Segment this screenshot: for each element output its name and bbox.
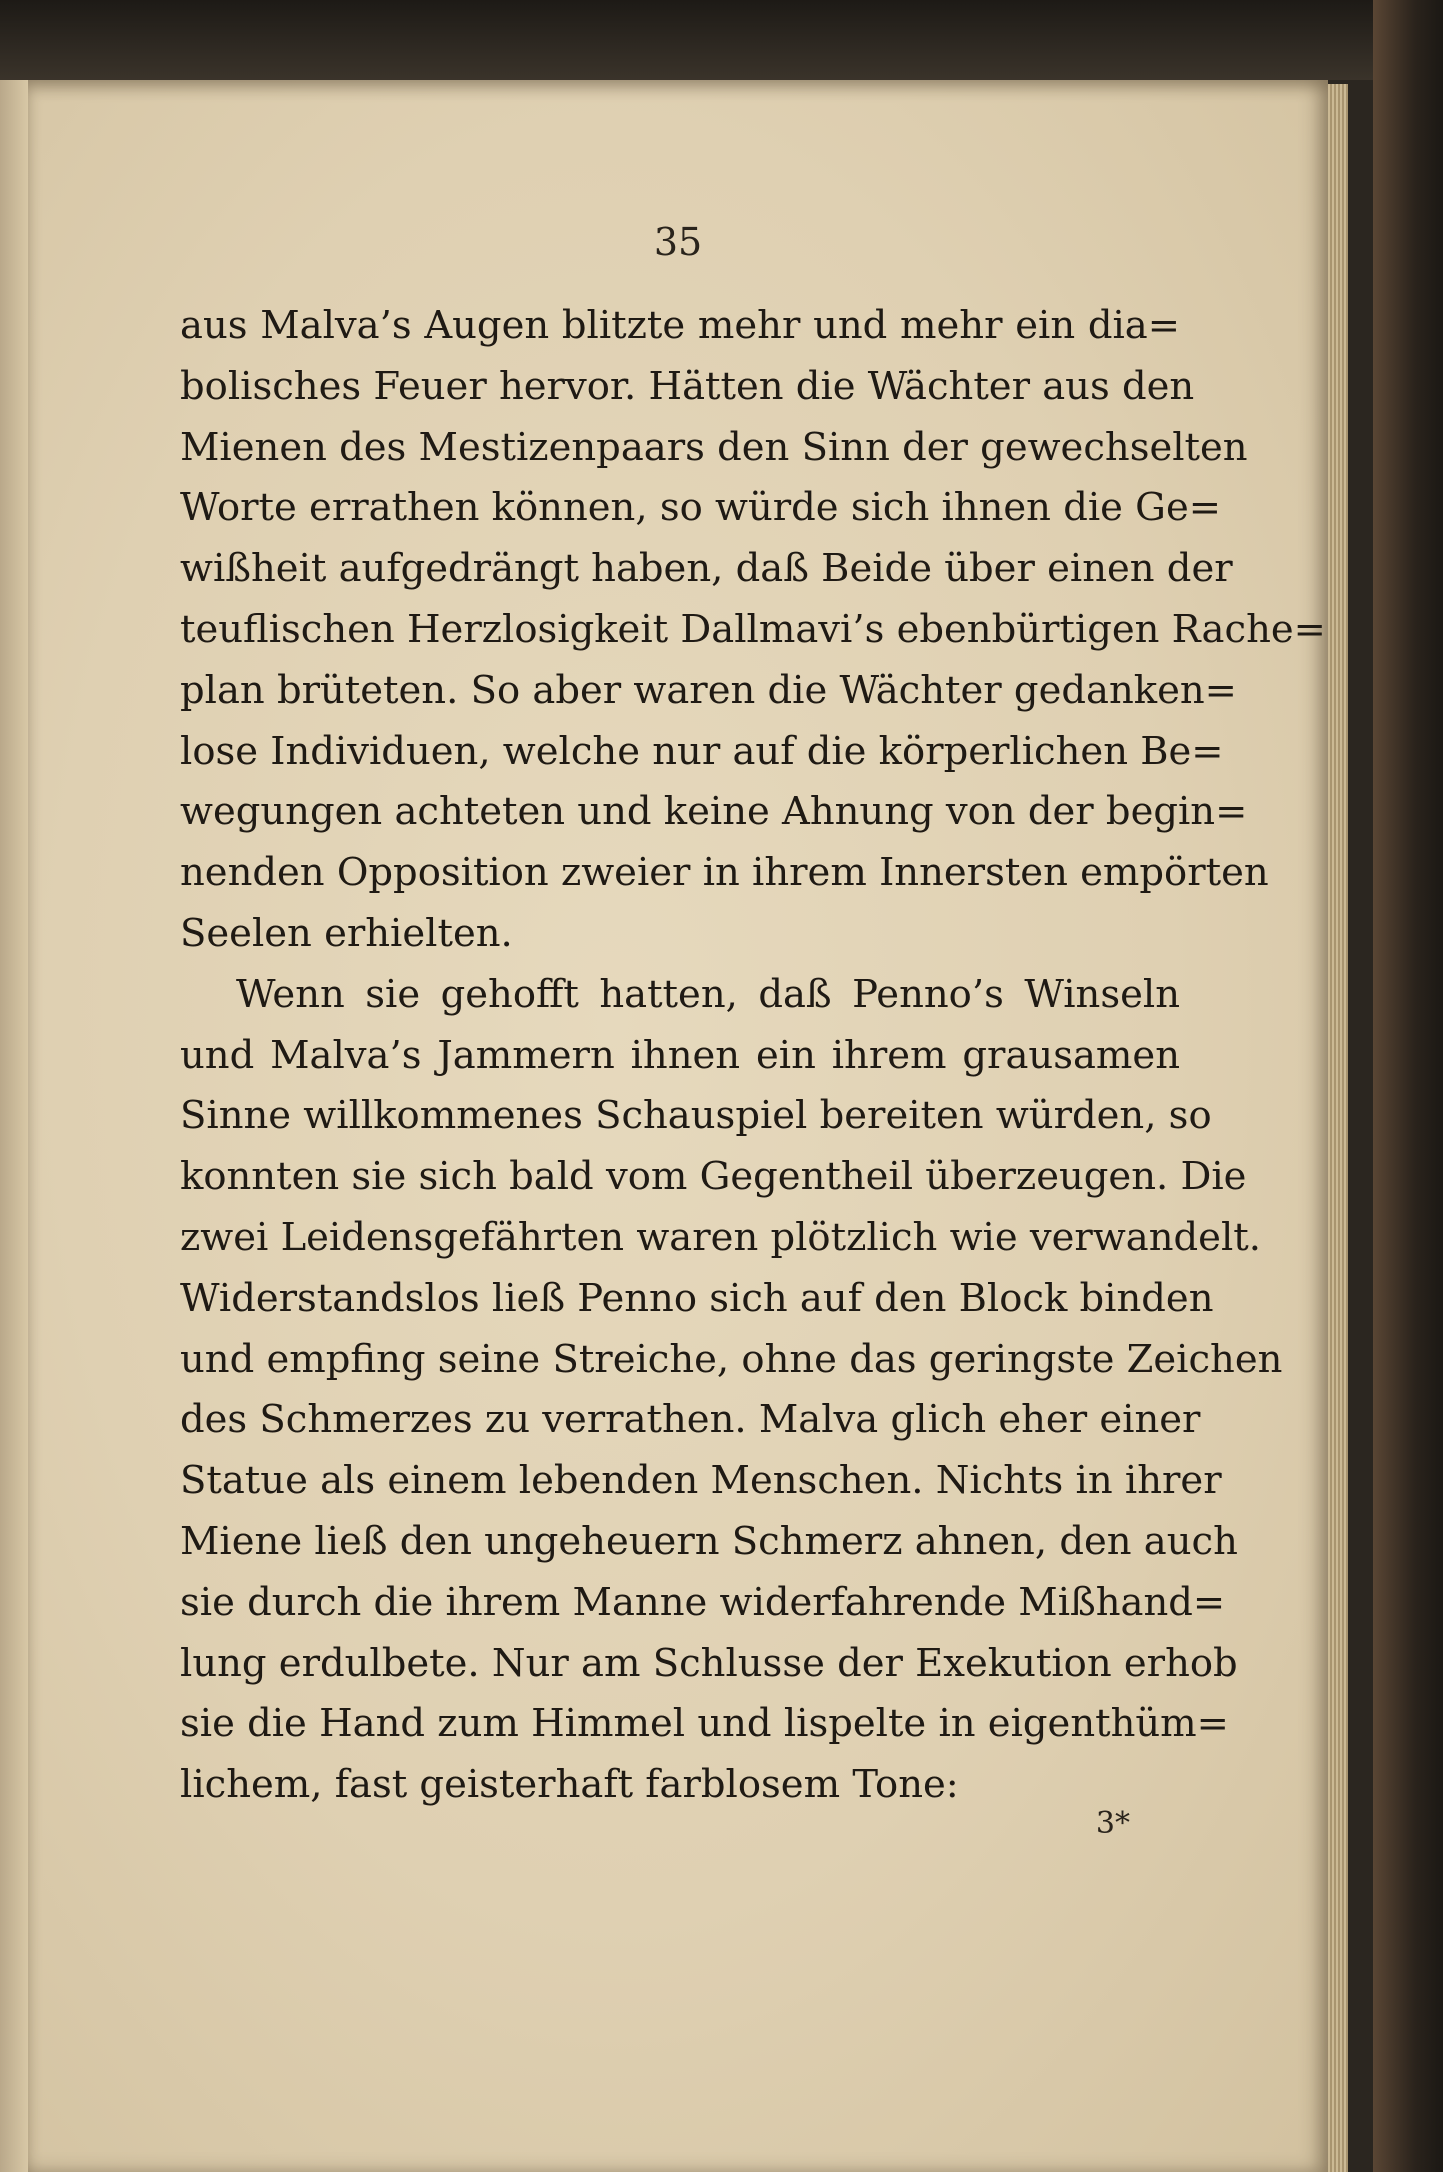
book-cover-right: [1373, 0, 1443, 2172]
text-line: teuflischen Herzlosigkeit Dallmavi’s ebenbürtigen Rache=: [180, 606, 1326, 652]
text-line: lung erdulbete. Nur am Schlusse der Exekution erhob: [180, 1640, 1238, 1686]
text-line: Seelen erhielten.: [180, 910, 513, 956]
text-line: wegungen achteten und keine Ahnung von der begin=: [180, 789, 1248, 835]
text-line: bolisches Feuer hervor. Hätten die Wächter aus den: [180, 363, 1195, 409]
book-cover-top: [0, 0, 1443, 80]
signature-mark: 3*: [1095, 1806, 1130, 1841]
text-line: Statue als einem lebenden Menschen. Nichts in ihrer: [180, 1458, 1222, 1504]
text-line: des Schmerzes zu verrathen. Malva glich eher einer: [180, 1397, 1201, 1443]
text-line: sie die Hand zum Himmel und lispelte in eigenthüm=: [180, 1701, 1229, 1747]
facing-page-edge: [0, 80, 28, 2172]
text-line: Sinne willkommenes Schauspiel bereiten würden, so: [180, 1093, 1212, 1139]
page-number: 35: [653, 220, 703, 264]
text-line: Wenn sie gehofft hatten, daß Penno’s Winseln: [236, 971, 1180, 1017]
text-line: Miene ließ den ungeheuern Schmerz ahnen, den auch: [180, 1518, 1238, 1564]
text-line: aus Malva’s Augen blitzte mehr und mehr ein dia=: [180, 303, 1180, 348]
text-line: zwei Leidensgefährten waren plötzlich wie verwandelt.: [180, 1214, 1261, 1260]
page-edge-stack: [1328, 84, 1348, 2172]
text-line: sie durch die ihrem Manne widerfahrende Mißhand=: [180, 1579, 1226, 1625]
text-line: Worte errathen können, so würde sich ihnen die Ge=: [180, 485, 1221, 531]
text-line: und empfing seine Streiche, ohne das geringste Zeichen: [180, 1336, 1283, 1382]
text-line: lose Individuen, welche nur auf die körperlichen Be=: [180, 728, 1224, 774]
text-line: Widerstandslos ließ Penno sich auf den Block binden: [180, 1275, 1214, 1321]
text-line: plan brüteten. So aber waren die Wächter gedanken=: [180, 667, 1237, 713]
text-line: nenden Opposition zweier in ihrem Innersten empörten: [180, 850, 1269, 896]
text-line: konnten sie sich bald vom Gegentheil überzeugen. Die: [180, 1154, 1247, 1200]
book-page: [28, 80, 1328, 2172]
text-line: wißheit aufgedrängt haben, daß Beide über einen der: [180, 546, 1233, 592]
body-text: [180, 296, 1326, 1841]
text-line: lichem, fast geisterhaft farblosem Tone:: [180, 1762, 959, 1808]
text-line: Mienen des Mestizenpaars den Sinn der gewechselten: [180, 424, 1248, 470]
text-line: und Malva’s Jammern ihnen ein ihrem grausamen: [180, 1032, 1180, 1078]
